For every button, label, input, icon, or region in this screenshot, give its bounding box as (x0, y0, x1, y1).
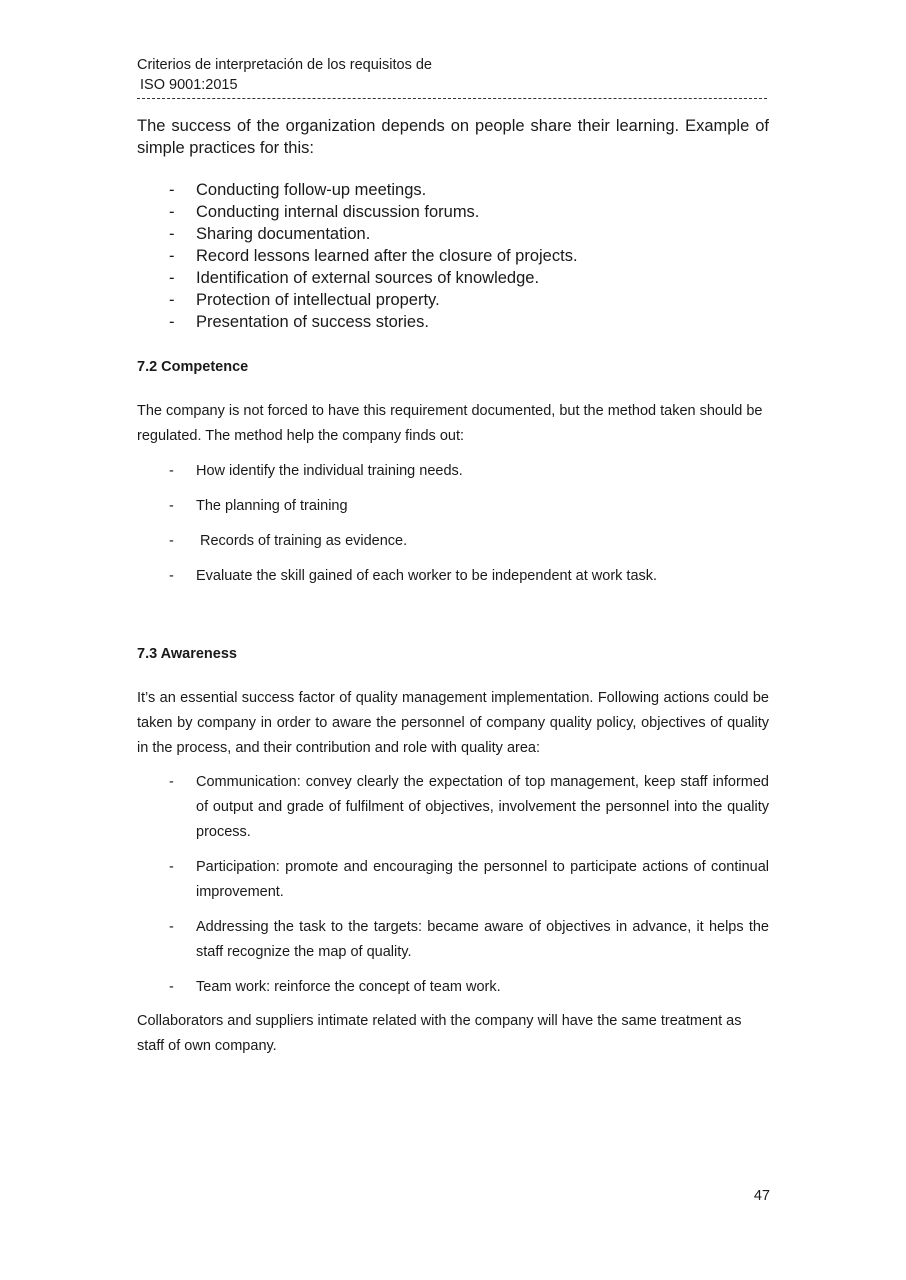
list-item: - Protection of intellectual property. (169, 291, 440, 309)
list-item: - Presentation of success stories. (169, 313, 429, 331)
header-divider (137, 98, 767, 99)
list-item: - Addressing the task to the targets: became aware of objectives in advance, it helps the staff recognize the map of quality. (169, 919, 769, 960)
intro-paragraph: The success of the organization depends on people share their learning. Example of simple practices for this: (137, 117, 769, 157)
list-item: - The planning of training (169, 498, 348, 514)
running-header (137, 55, 769, 95)
list-item: - Record lessons learned after the closure of projects. (169, 247, 578, 265)
list-item: - Team work: reinforce the concept of team work. (169, 979, 501, 995)
list-item: - Conducting internal discussion forums. (169, 203, 480, 221)
list-item: - Conducting follow-up meetings. (169, 181, 427, 199)
page-number: 47 (753, 1188, 770, 1204)
list-item: - How identify the individual training needs. (169, 463, 463, 479)
list-item: - Records of training as evidence. (169, 533, 408, 549)
list-item: - Participation: promote and encouraging the personnel to participate actions of continual improvement. (169, 859, 769, 900)
awareness-paragraph: It’s an essential success factor of quality management implementation. Following actions could be taken by company in order to aware the personnel of company quality policy, objectives of quality in the process, and their contribution and role with quality area: (137, 690, 769, 756)
header-title-line2: ISO 9001:2015 (140, 77, 238, 93)
list-item: - Sharing documentation. (169, 225, 371, 243)
header-title-line1: Criterios de interpretación de los requisitos de (137, 57, 432, 73)
competence-list (137, 459, 769, 589)
awareness-list (137, 770, 769, 1000)
closing-paragraph: Collaborators and suppliers intimate related with the company will have the same treatment as staff of own company. (137, 1013, 742, 1054)
knowledge-practices-list (137, 179, 769, 333)
section-heading-awareness: 7.3 Awareness (137, 646, 237, 662)
list-item: - Communication: convey clearly the expectation of top management, keep staff informed of output and grade of fulfilment of objectives, involvement the personnel into the quality process. (169, 774, 769, 840)
list-item: - Identification of external sources of knowledge. (169, 269, 540, 287)
section-heading-competence: 7.2 Competence (137, 359, 249, 375)
list-item: - Evaluate the skill gained of each worker to be independent at work task. (169, 568, 658, 584)
competence-paragraph: The company is not forced to have this requirement documented, but the method taken should be regulated. The method help the company finds out: (137, 403, 763, 444)
